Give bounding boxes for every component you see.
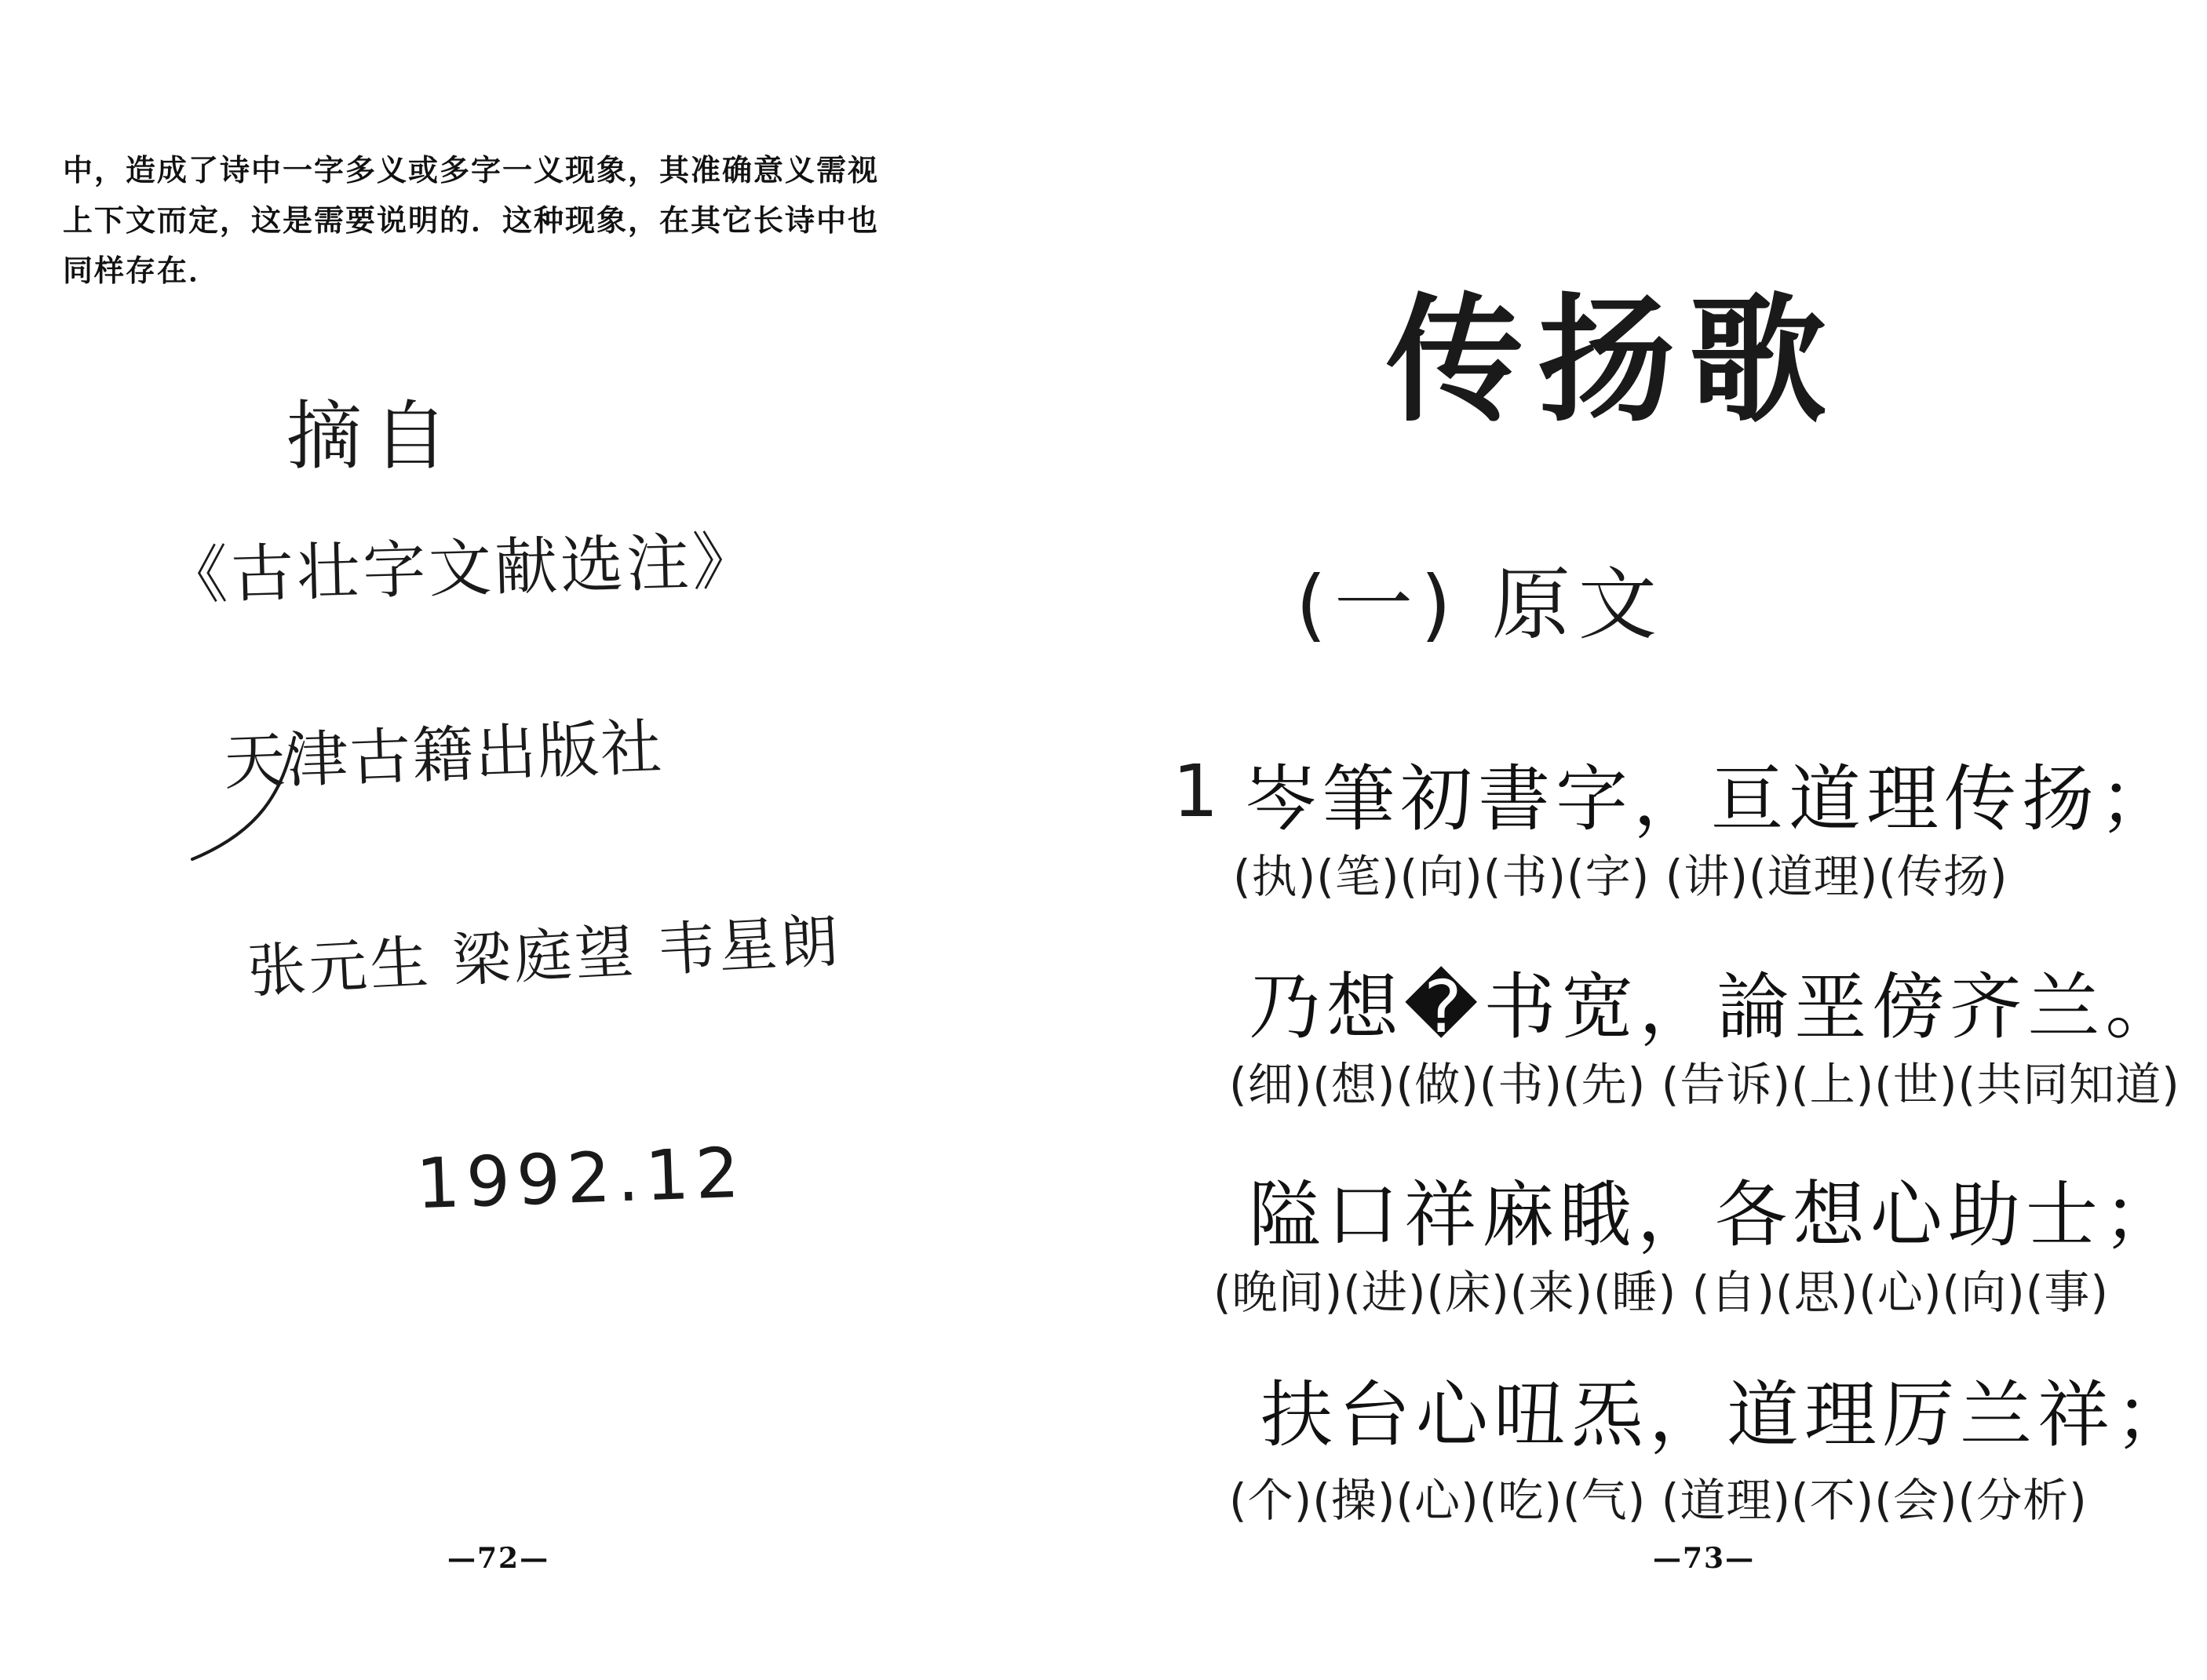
printed-paragraph (63, 145, 989, 296)
source-book-title: 《古壮字文献选注》 (164, 524, 760, 613)
page-number: —73— (1653, 1542, 1756, 1575)
section-heading: (一) 原文 (1296, 559, 1665, 650)
paragraph-line: 中，造成了诗中一字多义或多字一义现象，其准确意义需视 (63, 152, 880, 188)
verse-number: 1 (1173, 749, 1219, 833)
poem-title: 传扬歌 (1386, 282, 1840, 441)
gloss-line: (执)(笔)(向)(书)(字) (讲)(道理)(传扬) (1233, 850, 2008, 903)
verse-line: 扶台心吜炁，道理厉兰祥； (1260, 1373, 2194, 1457)
gloss-line: (晚间)(进)(床)(来)(睡) (自)(思)(心)(向)(事) (1213, 1266, 2109, 1319)
paragraph-line: 上下文而定，这是需要说明的．这种现象，在其它长诗中也 (63, 202, 880, 238)
verse-block (1104, 0, 2207, 1680)
verse-line: 隘口祥麻睋，各想心助士； (1249, 1173, 2182, 1257)
publisher-name: 天津古籍出版社 (222, 712, 665, 799)
verse-line: 岑筆初書字，亘道理传扬； (1245, 757, 2178, 841)
paragraph-line: 同样存在． (63, 253, 221, 288)
verse-line: 乃想�书宽，論垩傍齐兰。 (1249, 965, 2183, 1049)
right-page (1104, 0, 2207, 1680)
excerpt-label: 摘自 (286, 392, 459, 480)
gloss-line: (细)(想)(做)(书)(先) (告诉)(上)(世)(共同知道) (1229, 1058, 2180, 1111)
publication-date: 1992.12 (414, 1132, 747, 1225)
handwritten-flourish (188, 730, 298, 863)
gloss-line: (个)(操)(心)(吃)(气) (道理)(不)(会)(分析) (1229, 1474, 2088, 1527)
author-names: 张元生 梁庭望 韦星朗 (246, 907, 844, 1006)
page-number: —72— (447, 1542, 550, 1575)
